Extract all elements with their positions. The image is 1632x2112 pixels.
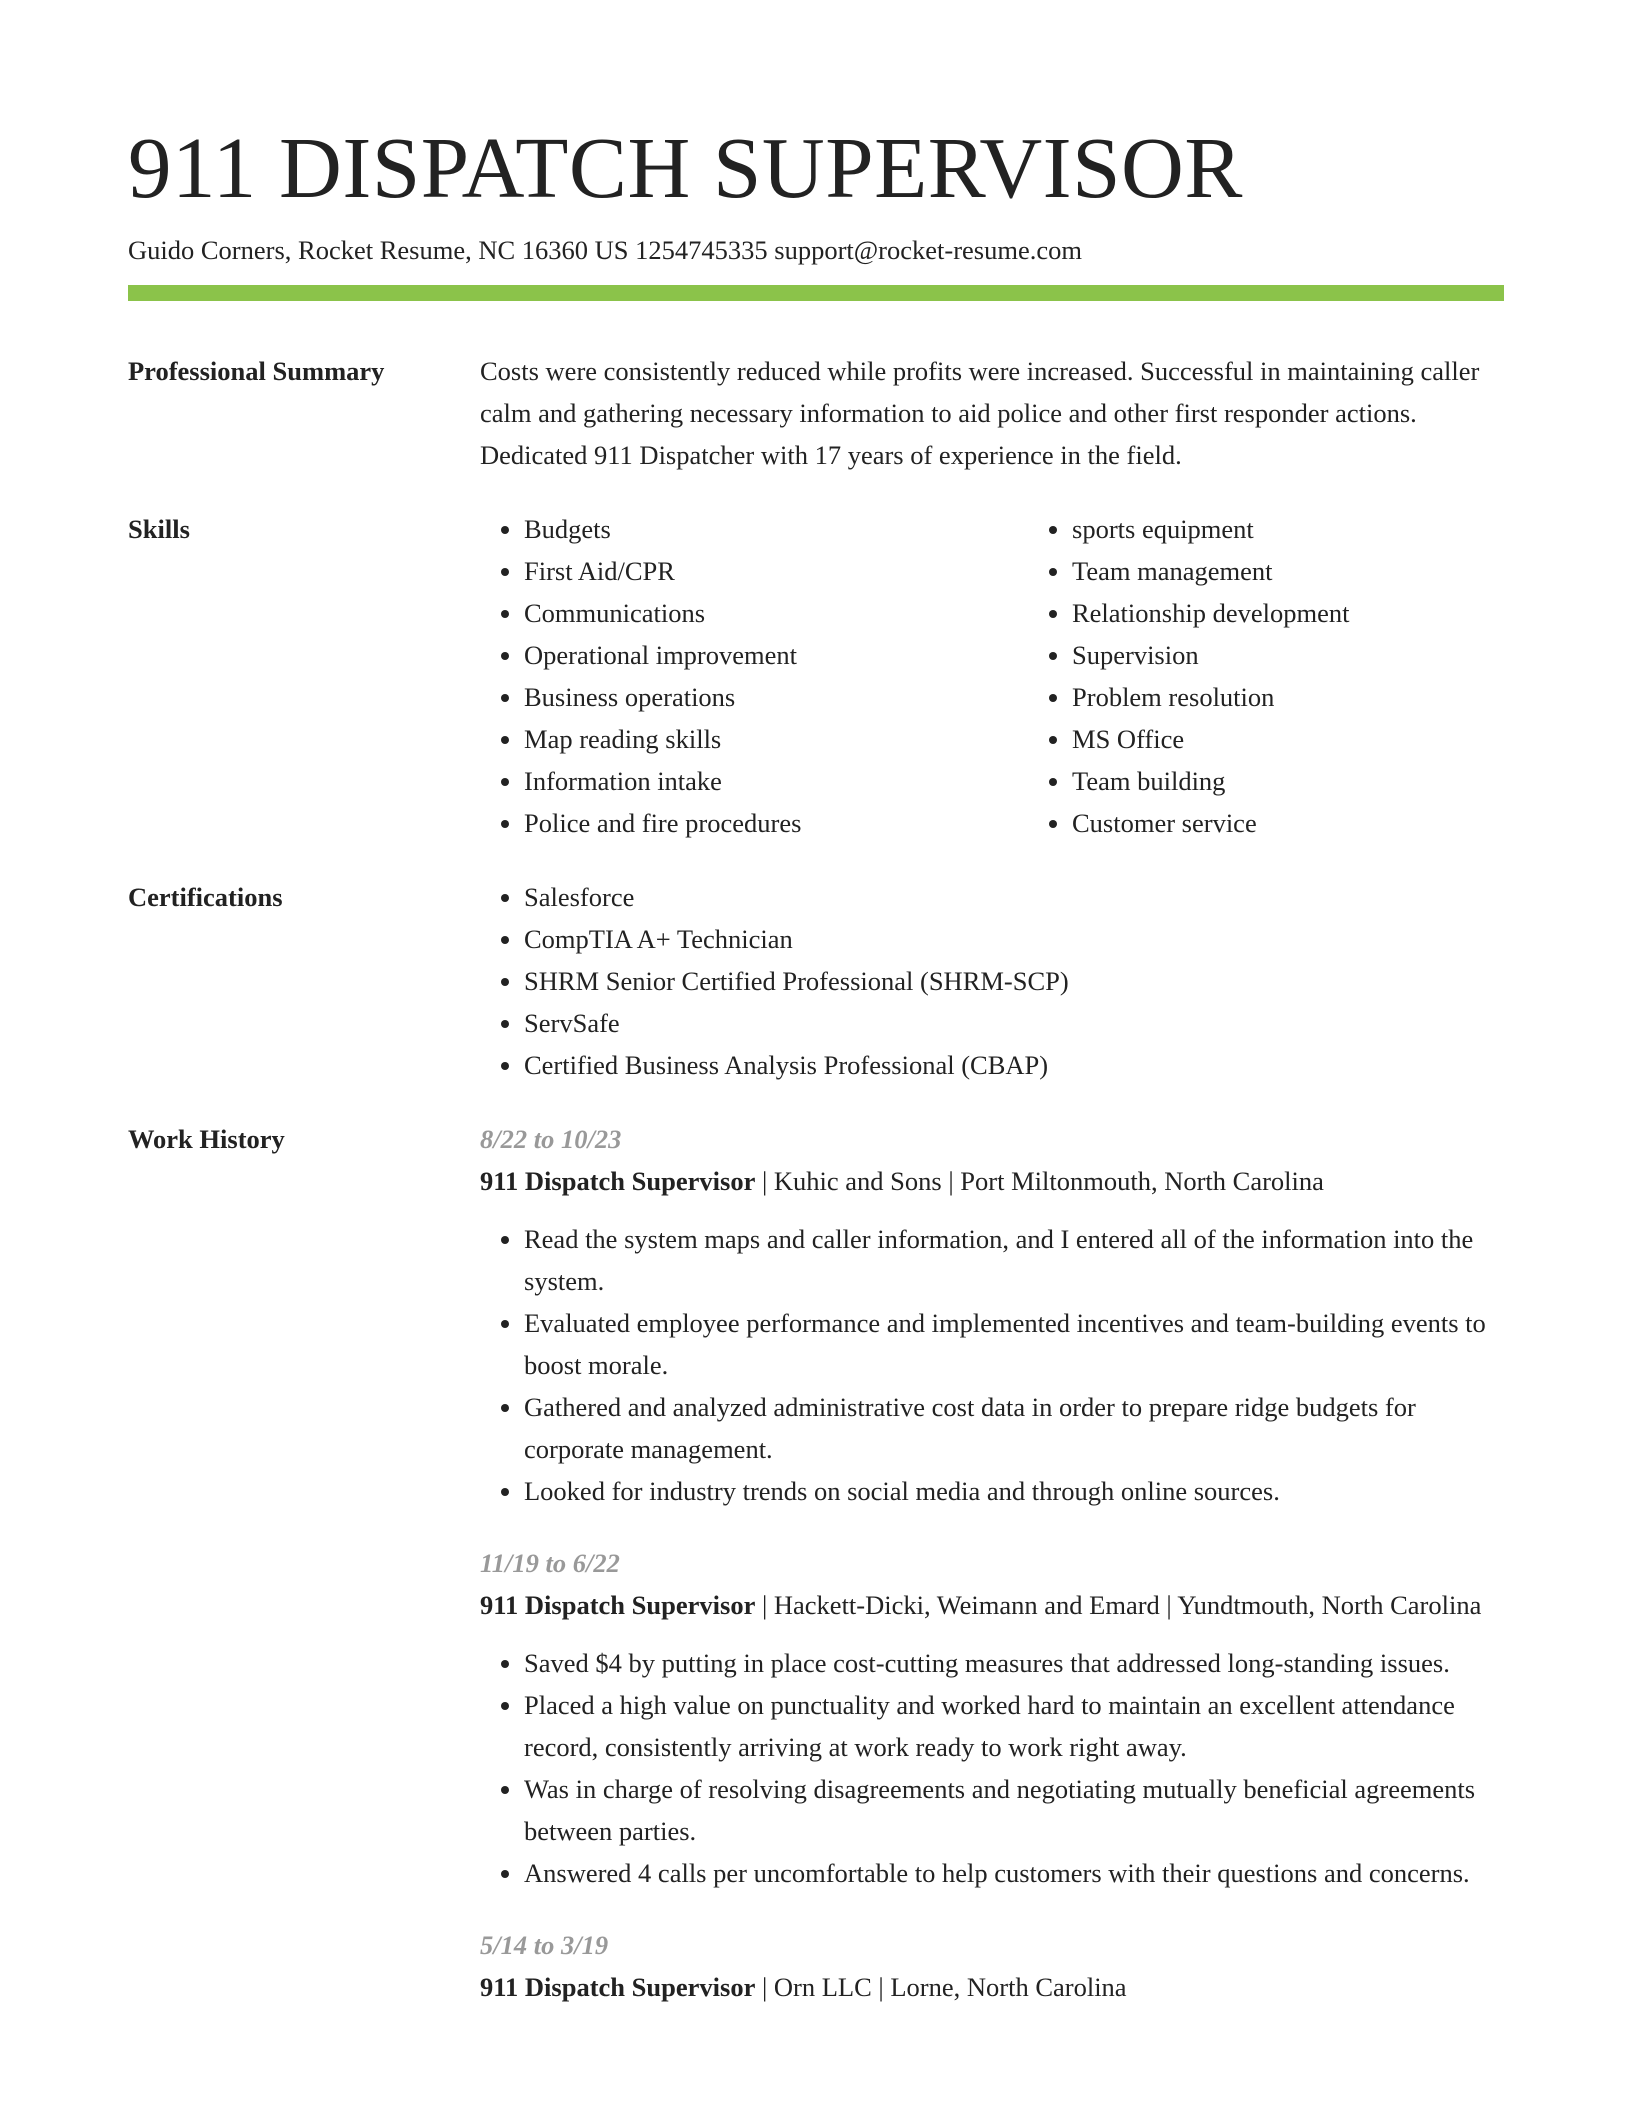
job-entry <box>480 1542 1504 1894</box>
job-title: 911 Dispatch Supervisor <box>480 1590 756 1620</box>
skill-item: • Supervision <box>1072 634 1592 676</box>
job-employer-location: | Hackett-Dicki, Weimann and Emard | Yundtmouth, North Carolina <box>755 1590 1482 1620</box>
job-dates: 11/19 to 6/22 <box>480 1548 620 1578</box>
skill-item: • MS Office <box>1072 718 1592 760</box>
skills-heading: Skills <box>128 514 190 544</box>
skill-item: • Business operations <box>524 676 984 718</box>
job-entry <box>480 1118 1504 1512</box>
certification-item: • CompTIA A+ Technician <box>524 918 1504 960</box>
job-duties-list <box>480 1218 1504 1512</box>
skill-item: • Communications <box>524 592 984 634</box>
resume-title: 911 DISPATCH SUPERVISOR <box>128 119 1243 216</box>
skills-body <box>480 508 1504 844</box>
accent-rule <box>128 285 1504 301</box>
job-dates: 5/14 to 3/19 <box>480 1930 609 1960</box>
skill-item: • Police and fire procedures <box>524 802 984 844</box>
certification-item: • ServSafe <box>524 1002 1504 1044</box>
job-duty-item: • Saved $4 by putting in place cost-cutting measures that addressed long-standing issues. <box>524 1642 1504 1684</box>
work-history-heading: Work History <box>128 1124 285 1154</box>
job-duty-item: • Placed a high value on punctuality and worked hard to maintain an excellent attendance record, consistently arriving at work ready to work right away. <box>524 1684 1504 1768</box>
job-duty-item: • Was in charge of resolving disagreements and negotiating mutually beneficial agreements between parties. <box>524 1768 1504 1852</box>
certification-item: • Salesforce <box>524 876 1504 918</box>
skill-item: • First Aid/CPR <box>524 550 984 592</box>
job-duty-item: • Gathered and analyzed administrative cost data in order to prepare ridge budgets for corporate management. <box>524 1386 1504 1470</box>
job-duty-item: • Evaluated employee performance and implemented incentives and team-building events to boost morale. <box>524 1302 1504 1386</box>
job-duty-item: • Looked for industry trends on social media and through online sources. <box>524 1470 1504 1512</box>
certification-item: • SHRM Senior Certified Professional (SHRM-SCP) <box>524 960 1504 1002</box>
certifications-body <box>480 876 1504 1086</box>
certifications-heading: Certifications <box>128 882 283 912</box>
job-title: 911 Dispatch Supervisor <box>480 1972 756 2002</box>
summary-heading: Professional Summary <box>128 356 385 386</box>
job-duty-item: • Answered 4 calls per uncomfortable to help customers with their questions and concerns. <box>524 1852 1504 1894</box>
certifications-list <box>480 876 1504 1086</box>
summary-text: Costs were consistently reduced while profits were increased. Successful in maintaining caller calm and gathering necessary information to aid police and other first responder actions. Dedicated 911 Dispatcher with 17 years of experience in the field. <box>480 356 1480 470</box>
job-employer-location: | Orn LLC | Lorne, North Carolina <box>755 1972 1127 2002</box>
skill-item: • Information intake <box>524 760 984 802</box>
job-title-line <box>480 1584 1504 1626</box>
skill-item: • Team building <box>1072 760 1592 802</box>
job-duty-item: • Read the system maps and caller information, and I entered all of the information into the system. <box>524 1218 1504 1302</box>
summary-body <box>480 350 1504 476</box>
certification-item: • Certified Business Analysis Professional (CBAP) <box>524 1044 1504 1086</box>
contact-line: Guido Corners, Rocket Resume, NC 16360 US 1254745335 support@rocket-resume.com <box>128 235 1082 265</box>
skill-item: • Relationship development <box>1072 592 1592 634</box>
skill-item: • Problem resolution <box>1072 676 1592 718</box>
skill-item: • Customer service <box>1072 802 1592 844</box>
work-history-body <box>480 1118 1504 2038</box>
job-title-line <box>480 1160 1504 1202</box>
job-title-line <box>480 1966 1504 2008</box>
skill-item: • Operational improvement <box>524 634 984 676</box>
skills-list-left <box>480 508 984 844</box>
job-dates: 8/22 to 10/23 <box>480 1124 622 1154</box>
job-duties-list <box>480 1642 1504 1894</box>
job-employer-location: | Kuhic and Sons | Port Miltonmouth, North Carolina <box>755 1166 1324 1196</box>
skill-item: • Budgets <box>524 508 984 550</box>
job-entry <box>480 1924 1504 2008</box>
skill-item: • Team management <box>1072 550 1592 592</box>
job-title: 911 Dispatch Supervisor <box>480 1166 756 1196</box>
skill-item: • sports equipment <box>1072 508 1592 550</box>
skill-item: • Map reading skills <box>524 718 984 760</box>
skills-list-right <box>1028 508 1592 844</box>
